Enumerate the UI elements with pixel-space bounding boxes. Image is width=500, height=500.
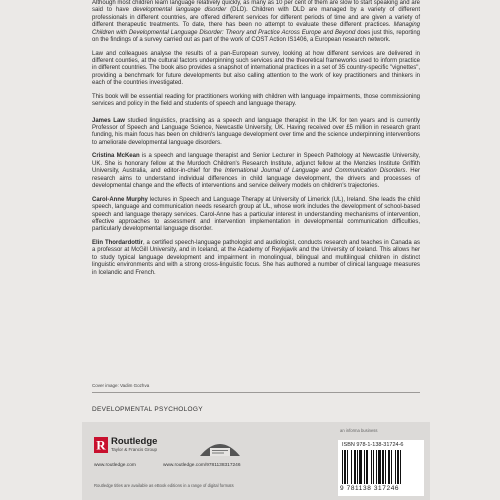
informa-tagline: an informa business [340,428,378,433]
blurb-paragraph-1 [92,0,420,44]
publisher-wordmark [111,437,157,453]
author-bio-text: lectures in Speech and Language Therapy at University of Limerick (UL), Ireland. She leads the child speech, language and communication needs research group at UL, whose work includes the development of school-based speech and language therapy services. Carol-Anne has a particular interest in understanding mechanisms of intervention, effective approaches to assessment and intervention implementation in developmental communication difficulties, particularly developmental language disorder. [92,196,420,233]
barcode-bar [385,450,386,484]
barcode-bar [347,450,348,484]
author-bio-thordardottir [92,240,420,277]
barcode-bar [388,450,390,484]
blurb-term: developmental language disorder [132,7,227,14]
barcode-bar [357,450,358,484]
isbn-label: ISBN 978-1-138-31724-6 [342,442,404,448]
journal-title: International Journal of Language and Communication Disorders [224,168,406,175]
blurb-text: does just this, reporting on the findings of a survey carried out as part of the work of COST Action IS1406, a European research network. [92,29,421,44]
isbn-barcode [338,440,424,496]
barcode-bar [342,450,343,484]
ebook-availability-note: Routledge titles are available as eBook editions in a range of digital formats [94,483,234,488]
publisher-website-link[interactable]: www.routledge.com [94,463,136,468]
author-name: Elin Thordardottir [92,239,143,246]
barcode-bar [376,450,377,484]
book-page-link[interactable]: www.routledge.com/9781138317246 [163,463,241,468]
barcode-bar [371,450,372,484]
barcode-bar [378,450,381,484]
cover-image-credit: Cover image: Vadim Gozhva [92,383,150,388]
ebook-badge-icon [196,436,244,460]
barcode-bar [400,450,401,484]
author-name: Cristina McKean [92,153,140,160]
publisher-logo [94,437,157,453]
author-bio-text: , a certified speech-language pathologist and audiologist, conducts research and teaches in Canada as a professor at McGill University, and in Iceland, at the Academy of Reykjavik and the University of Iceland. This allows her to study typical language development and impairment in monolingual, bilingual and multilingual children in distinct linguistic environments and with a strong cross-linguistic focus. She has authored a number of clinical language measures in Icelandic and French. [92,239,420,276]
barcode-bar [354,450,356,484]
author-name: Carol-Anne Murphy [92,196,148,203]
blurb-text: Although most children learn language relatively quickly, as many as 10 per cent of them are slow to start speaking and are said to have [92,0,420,14]
barcode-bar [397,450,399,484]
barcode-bars [342,450,420,484]
divider [92,392,420,393]
barcode-bar [351,450,352,484]
publisher-name: Routledge [111,436,158,447]
author-bio-mckean [92,153,420,190]
barcode-bar [373,450,374,484]
blurb-text: (DLD). Children with DLD are managed by a variety of different professionals in different countries, are offered different services for different periods of time and are given a variety of different therapeutic treatments. To date, there has been no attempt to evaluate these different practices. [92,7,420,29]
author-bio-law [92,118,420,148]
subject-category: DEVELOPMENTAL PSYCHOLOGY [92,406,203,413]
barcode-bar [344,450,346,484]
blurb-paragraph-3: This book will be essential reading for practitioners working with children with language impairments, those commissioning services and policy in the field and students of speech and language therapy. [92,93,420,108]
svg-text:R: R [96,437,106,453]
barcode-bar [395,450,396,484]
author-bio-murphy [92,197,420,234]
barcode-bar [391,450,392,484]
back-cover-copy [92,0,420,283]
barcode-bar [366,450,368,484]
barcode-bar [364,450,365,484]
barcode-bar [359,450,362,484]
book-title-italic: Managing Children with Developmental Language Disorder: Theory and Practice Across Europe and Beyond [92,22,420,36]
publisher-group: Taylor & Francis Group [111,447,158,452]
author-bio-text: is a speech and language therapist and Senior Lecturer in Speech Pathology at Newcastle University, UK. She is honorary fellow at the Murdoch Children's Research Institute, adjunct fellow at the Menzies Institute Griffith University, Australia, and editor-in-chief for the [92,153,420,175]
blurb-paragraph-2: Law and colleagues analyse the results of a pan-European survey, looking at how different services are delivered in different counties, at the cultural factors underpinning such services and the theoretical frameworks used to inform practice in different countries. The book also provides a snapshot of international practices in a set of 35 country-specific "vignettes", providing a benchmark for future developments but also calling attention to the work of key practitioners and thinkers in each of the countries investigated. [92,50,420,87]
author-name: James Law [92,117,125,124]
author-bio-text: . Her research aims to understand individual differences in child language development, the drivers and processes of developmental change and the effects of interventions and service delivery models on children's trajectories. [92,168,420,190]
author-bio-text: studied linguistics, practising as a speech and language therapist in the UK for ten years and is currently Professor of Speech and Language Science, Newcastle University, UK. Having received over £5 million in research grant funding, his main focus has been on children's language development over time and the science underpinning interventions to ameliorate developmental language disorders. [92,117,420,146]
barcode-bar [382,450,384,484]
barcode-digits: 9 781138 317246 [340,485,400,492]
routledge-r-icon [94,437,108,453]
